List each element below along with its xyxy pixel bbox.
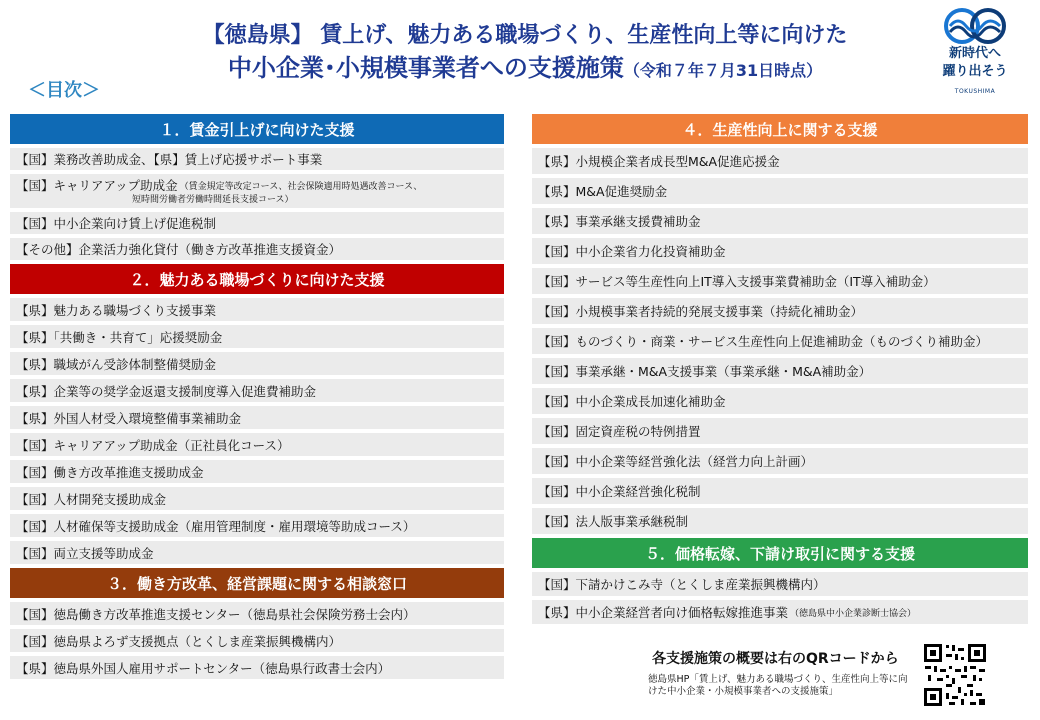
list-item: 【県】小規模企業者成長型M&A促進応援金 xyxy=(532,148,1028,178)
logo-slogan-line2: 躍り出そう xyxy=(942,64,1008,79)
list-item: 【県】徳島県外国人雇用サポートセンター（徳島県行政書士会内） xyxy=(10,656,504,683)
section-consultation xyxy=(10,568,504,683)
qr-heading: 各支援施策の概要は右のQRコードから xyxy=(652,651,899,667)
section-price-pass-through xyxy=(532,538,1028,628)
list-item: 【国】固定資産税の特例措置 xyxy=(532,418,1028,448)
page-title-line2 xyxy=(150,48,900,83)
list-item: 【県】「共働き・共育て」応援奨励金 xyxy=(10,325,504,352)
section-header: １．賃金引上げに向けた支援 xyxy=(10,114,504,144)
list-item: 【国】両立支援等助成金 xyxy=(10,541,504,568)
list-item: 【国】サービス等生産性向上IT導入支援事業費補助金（IT導入補助金） xyxy=(532,268,1028,298)
list-item: 【国】中小企業向け賃上げ促進税制 xyxy=(10,212,504,238)
section-header: ４．生産性向上に関する支援 xyxy=(532,114,1028,144)
list-item: 【国】人材開発支援助成金 xyxy=(10,487,504,514)
list-item-label: 【国】キャリアアップ助成金 xyxy=(16,178,178,193)
list-item-note: （徳島県中小企業診断士協会） xyxy=(790,608,917,619)
wave-logo-icon xyxy=(944,8,1006,44)
list-item xyxy=(532,600,1028,628)
list-item: 【国】小規模事業者持続的発展支援事業（持続化補助金） xyxy=(532,298,1028,328)
list-item: 【国】中小企業等経営強化法（経営力向上計画） xyxy=(532,448,1028,478)
list-item: 【国】中小企業成長加速化補助金 xyxy=(532,388,1028,418)
list-item: 【国】業務改善助成金、【県】賃上げ応援サポート事業 xyxy=(10,148,504,174)
qr-note xyxy=(644,648,914,698)
list-item: 【県】M&A促進奨励金 xyxy=(532,178,1028,208)
list-item: 【県】外国人材受入環境整備事業補助金 xyxy=(10,406,504,433)
right-column xyxy=(532,114,1028,628)
list-item: 【国】中小企業省力化投資補助金 xyxy=(532,238,1028,268)
list-item: 【国】中小企業経営強化税制 xyxy=(532,478,1028,508)
list-item: 【国】下請かけこみ寺（とくしま産業振興機構内） xyxy=(532,572,1028,600)
section-attractive-workplace xyxy=(10,264,504,568)
page-title-main: 中小企業･小規模事業者への支援施策 xyxy=(227,54,624,82)
list-item: 【県】事業承継支援費補助金 xyxy=(532,208,1028,238)
section-header: ３．働き方改革、経営課題に関する相談窓口 xyxy=(10,568,504,598)
list-item xyxy=(10,174,504,212)
section-header: ２．魅力ある職場づくりに向けた支援 xyxy=(10,264,504,294)
left-column xyxy=(10,114,504,683)
list-item-note: 短時間労働者労働時間延長支援コース） xyxy=(132,195,294,205)
list-item: 【県】魅力ある職場づくり支援事業 xyxy=(10,298,504,325)
section-header: ５．価格転嫁、下請け取引に関する支援 xyxy=(532,538,1028,568)
section-wage-increase xyxy=(10,114,504,264)
qr-code-icon xyxy=(922,642,988,708)
list-item: 【国】徳島県よろず支援拠点（とくしま産業振興機構内） xyxy=(10,629,504,656)
section-productivity xyxy=(532,114,1028,538)
list-item: 【県】職域がん受診体制整備奨励金 xyxy=(10,352,504,379)
list-item: 【国】キャリアアップ助成金（正社員化コース） xyxy=(10,433,504,460)
logo-sub-text: TOKUSHIMA xyxy=(954,88,996,95)
date-note: （令和７年７月31日時点） xyxy=(623,61,823,80)
list-item: 【県】企業等の奨学金返還支援制度導入促進費補助金 xyxy=(10,379,504,406)
list-item: 【国】徳島働き方改革推進支援センター（徳島県社会保険労務士会内） xyxy=(10,602,504,629)
toc-heading: ＜目次＞ xyxy=(28,80,100,101)
page-title-line1: 【徳島県】 賃上げ、魅力ある職場づくり、生産性向上等に向けた xyxy=(202,23,848,48)
list-item-label: 【県】中小企業経営者向け価格転嫁推進事業 xyxy=(538,605,789,620)
list-item: 【国】人材確保等支援助成金（雇用管理制度・雇用環境等助成コース） xyxy=(10,514,504,541)
list-item: 【国】事業承継・M&A支援事業（事業承継・M&A補助金） xyxy=(532,358,1028,388)
qr-code[interactable] xyxy=(922,642,988,708)
list-item: 【国】ものづくり・商業・サービス生産性向上促進補助金（ものづくり補助金） xyxy=(532,328,1028,358)
logo-slogan-line1: 新時代へ xyxy=(948,46,1001,61)
list-item: 【国】働き方改革推進支援助成金 xyxy=(10,460,504,487)
list-item: 【国】法人版事業承継税制 xyxy=(532,508,1028,538)
tokushima-logo xyxy=(930,8,1020,108)
list-item: 【その他】企業活力強化貸付（働き方改革推進支援資金） xyxy=(10,238,504,264)
qr-description-line2: けた中小企業・小規模事業者への支援施策」 xyxy=(648,686,839,697)
qr-description-line1: 徳島県HP「賃上げ、魅力ある職場づくり、生産性向上等に向 xyxy=(648,674,908,685)
list-item-note: （賃金規定等改定コース、社会保険適用時処遇改善コース、 xyxy=(179,181,423,192)
